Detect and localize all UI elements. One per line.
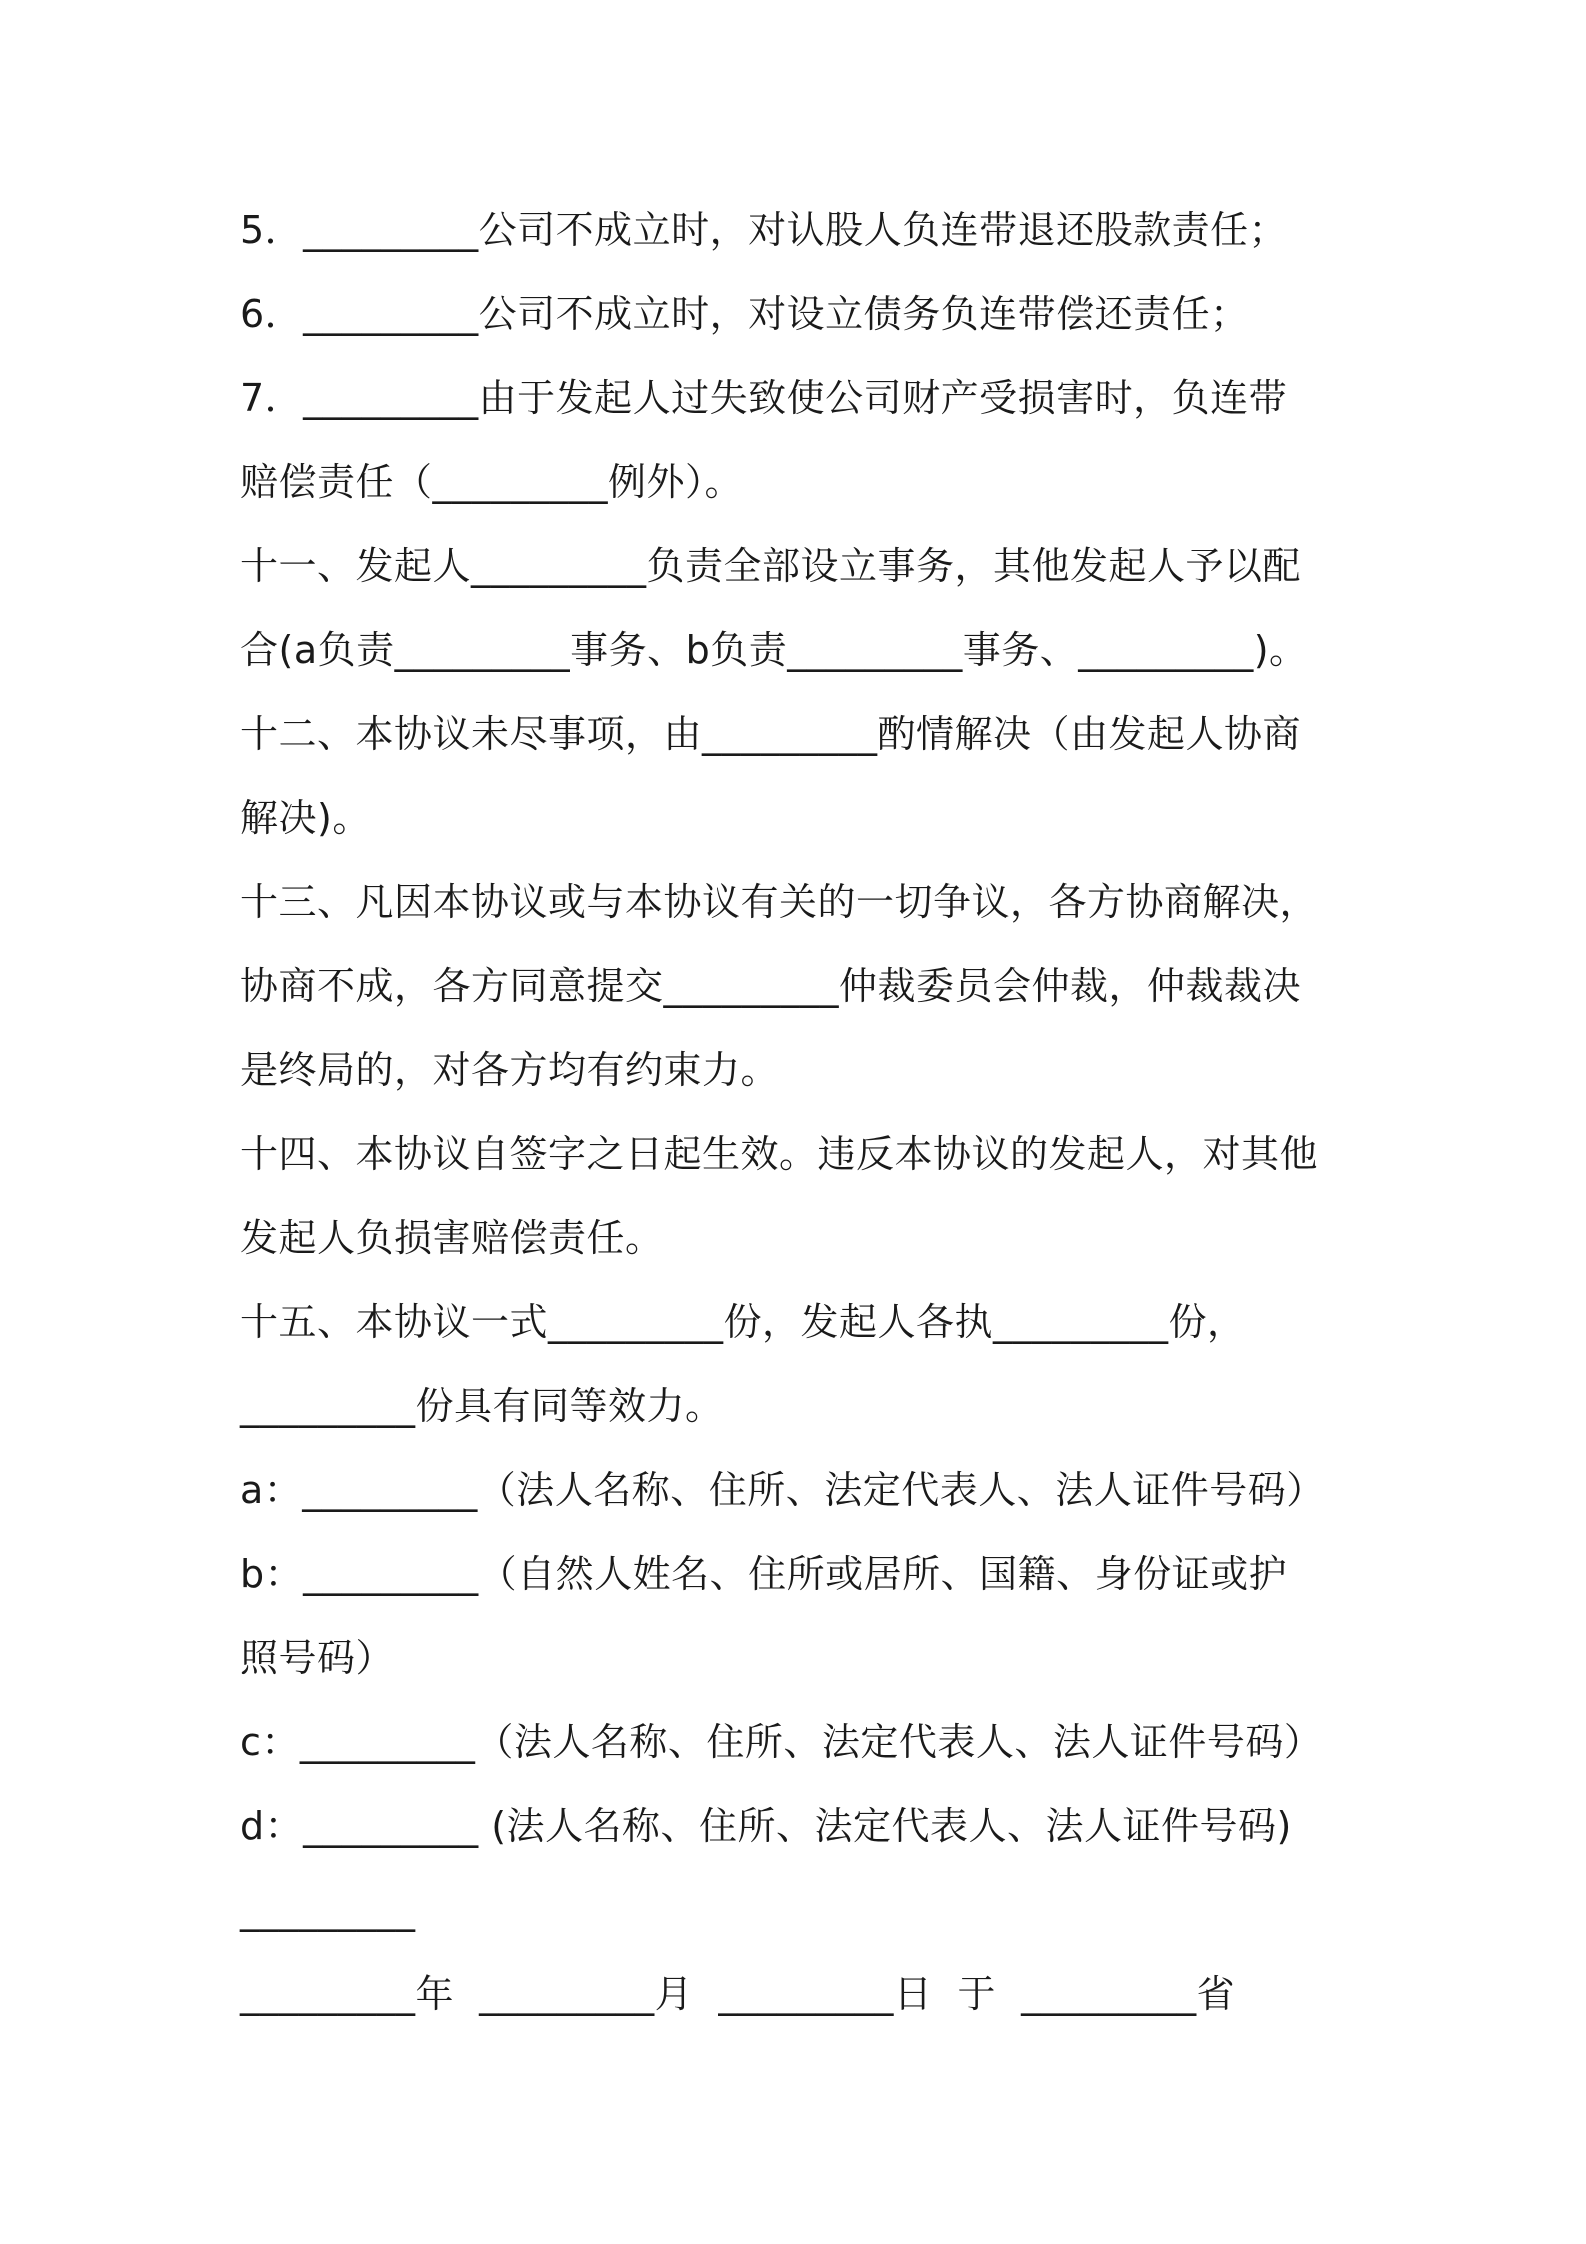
clause-7-item-7: 7．_________由于发起人过失致使公司财产受损害时，负连带: [240, 376, 1288, 420]
clause-7-item-6: 6．_________公司不成立时，对设立债务负连带偿还责任；: [240, 292, 1249, 336]
clause-7-item-7-cont: 赔偿责任（_________例外）。: [240, 460, 744, 504]
clause-7-item-5: 5．_________公司不成立时，对认股人负连带退还股款责任；: [240, 208, 1288, 252]
signature-blank-line: _________: [240, 1888, 416, 1932]
party-c-line: c：_________（法人名称、住所、法定代表人、法人证件号码）: [240, 1720, 1323, 1764]
party-b-line: b：_________（自然人姓名、住所或居所、国籍、身份证或护: [240, 1552, 1288, 1596]
clause-14: 十四、本协议自签字之日起生效。违反本协议的发起人，对其他: [240, 1132, 1319, 1176]
party-d-line: d：_________ (法人名称、住所、法定代表人、法人证件号码): [240, 1804, 1292, 1848]
clause-12: 十二、本协议未尽事项，由_________酌情解决（由发起人协商: [240, 712, 1302, 756]
clause-11: 十一、发起人_________负责全部设立事务，其他发起人予以配: [240, 544, 1302, 588]
clause-14-cont: 发起人负损害赔偿责任。: [240, 1216, 664, 1260]
clause-13-cont-1: 协商不成，各方同意提交_________仲裁委员会仲裁，仲裁裁决: [240, 964, 1302, 1008]
party-b-line-cont: 照号码）: [240, 1636, 395, 1680]
clause-13-cont-2: 是终局的，对各方均有约束力。: [240, 1048, 780, 1092]
clause-11-cont: 合(a负责_________事务、b负责_________事务、_________)。: [240, 628, 1308, 672]
clause-15: 十五、本协议一式_________份，发起人各执_________份，: [240, 1300, 1246, 1344]
clause-13: 十三、凡因本协议或与本协议有关的一切争议，各方协商解决，: [240, 880, 1319, 924]
party-a-line: a：_________（法人名称、住所、法定代表人、法人证件号码）: [240, 1468, 1325, 1512]
clause-15-cont: _________份具有同等效力。: [240, 1384, 724, 1428]
clause-12-cont: 解决)。: [240, 796, 371, 840]
date-place-line: _________年 _________月 _________日 于 _________省: [240, 1972, 1236, 2016]
